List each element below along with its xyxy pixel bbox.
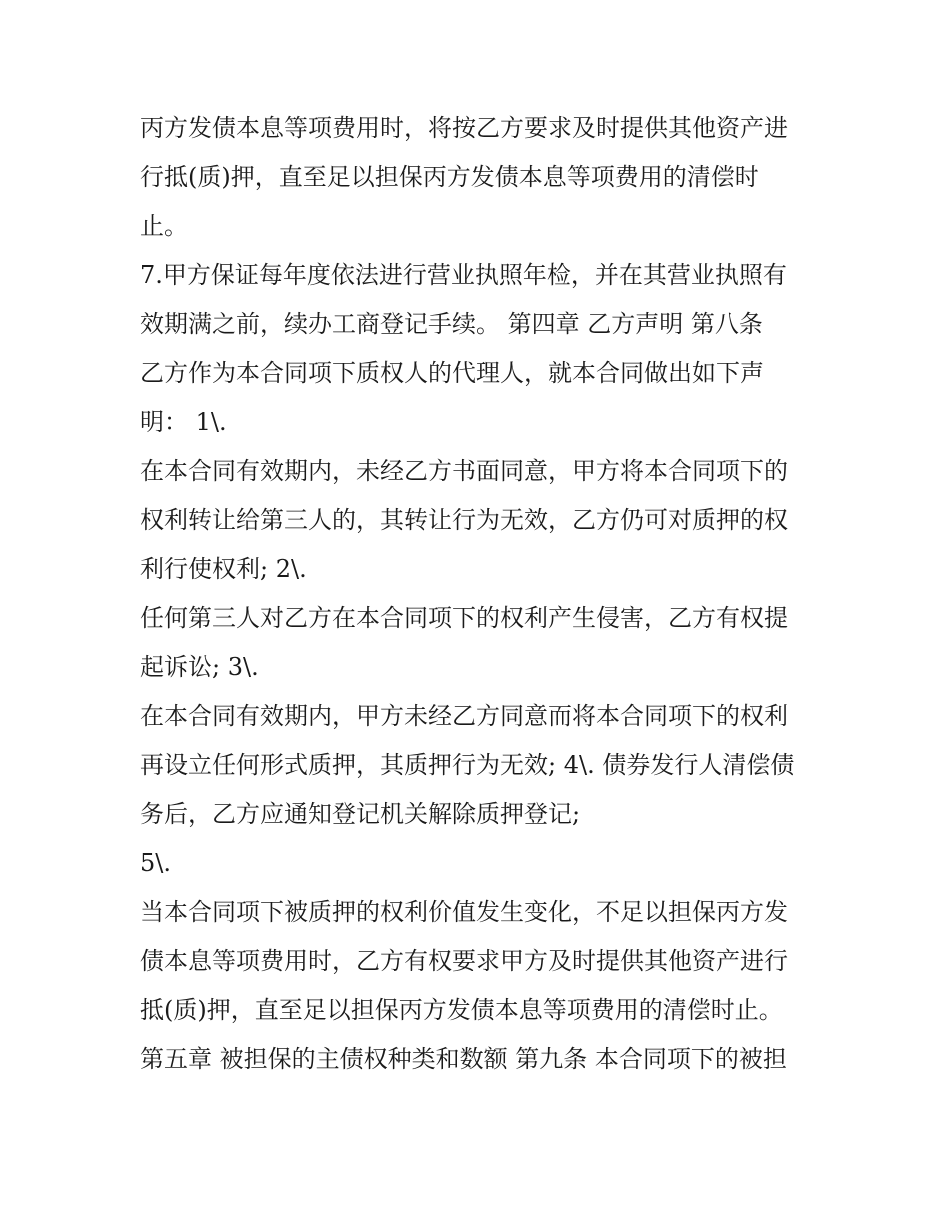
text-line: 第五章 被担保的主债权种类和数额 第九条 本合同项下的被担 bbox=[140, 1045, 787, 1073]
document-body bbox=[140, 104, 820, 1084]
text-line: 权利转让给第三人的，其转让行为无效，乙方仍可对质押的权 bbox=[140, 506, 788, 534]
text-line: 行抵(质)押，直至足以担保丙方发债本息等项费用的清偿时 bbox=[140, 163, 759, 191]
text-line: 丙方发债本息等项费用时，将按乙方要求及时提供其他资产进 bbox=[140, 114, 788, 142]
text-line: 利行使权利; 2\. bbox=[140, 555, 307, 583]
text-line: 抵(质)押，直至足以担保丙方发债本息等项费用的清偿时止。 bbox=[140, 996, 783, 1024]
text-line: 务后，乙方应通知登记机关解除质押登记; bbox=[140, 800, 581, 828]
text-line: 乙方作为本合同项下质权人的代理人，就本合同做出如下声 bbox=[140, 359, 764, 387]
text-line: 效期满之前，续办工商登记手续。 第四章 乙方声明 第八条 bbox=[140, 310, 763, 338]
text-line: 7.甲方保证每年度依法进行营业执照年检，并在其营业执照有 bbox=[140, 261, 787, 289]
text-line: 5\. bbox=[140, 849, 171, 877]
text-line: 止。 bbox=[140, 212, 188, 240]
text-line: 在本合同有效期内，甲方未经乙方同意而将本合同项下的权利 bbox=[140, 702, 788, 730]
text-line: 任何第三人对乙方在本合同项下的权利产生侵害，乙方有权提 bbox=[140, 604, 788, 632]
text-line: 当本合同项下被质押的权利价值发生变化，不足以担保丙方发 bbox=[140, 898, 788, 926]
text-line: 再设立任何形式质押，其质押行为无效; 4\. 债券发行人清偿债 bbox=[140, 751, 795, 779]
text-line: 起诉讼; 3\. bbox=[140, 653, 259, 681]
text-line: 在本合同有效期内，未经乙方书面同意，甲方将本合同项下的 bbox=[140, 457, 788, 485]
text-line: 明： 1\. bbox=[140, 408, 227, 436]
text-line: 债本息等项费用时，乙方有权要求甲方及时提供其他资产进行 bbox=[140, 947, 788, 975]
